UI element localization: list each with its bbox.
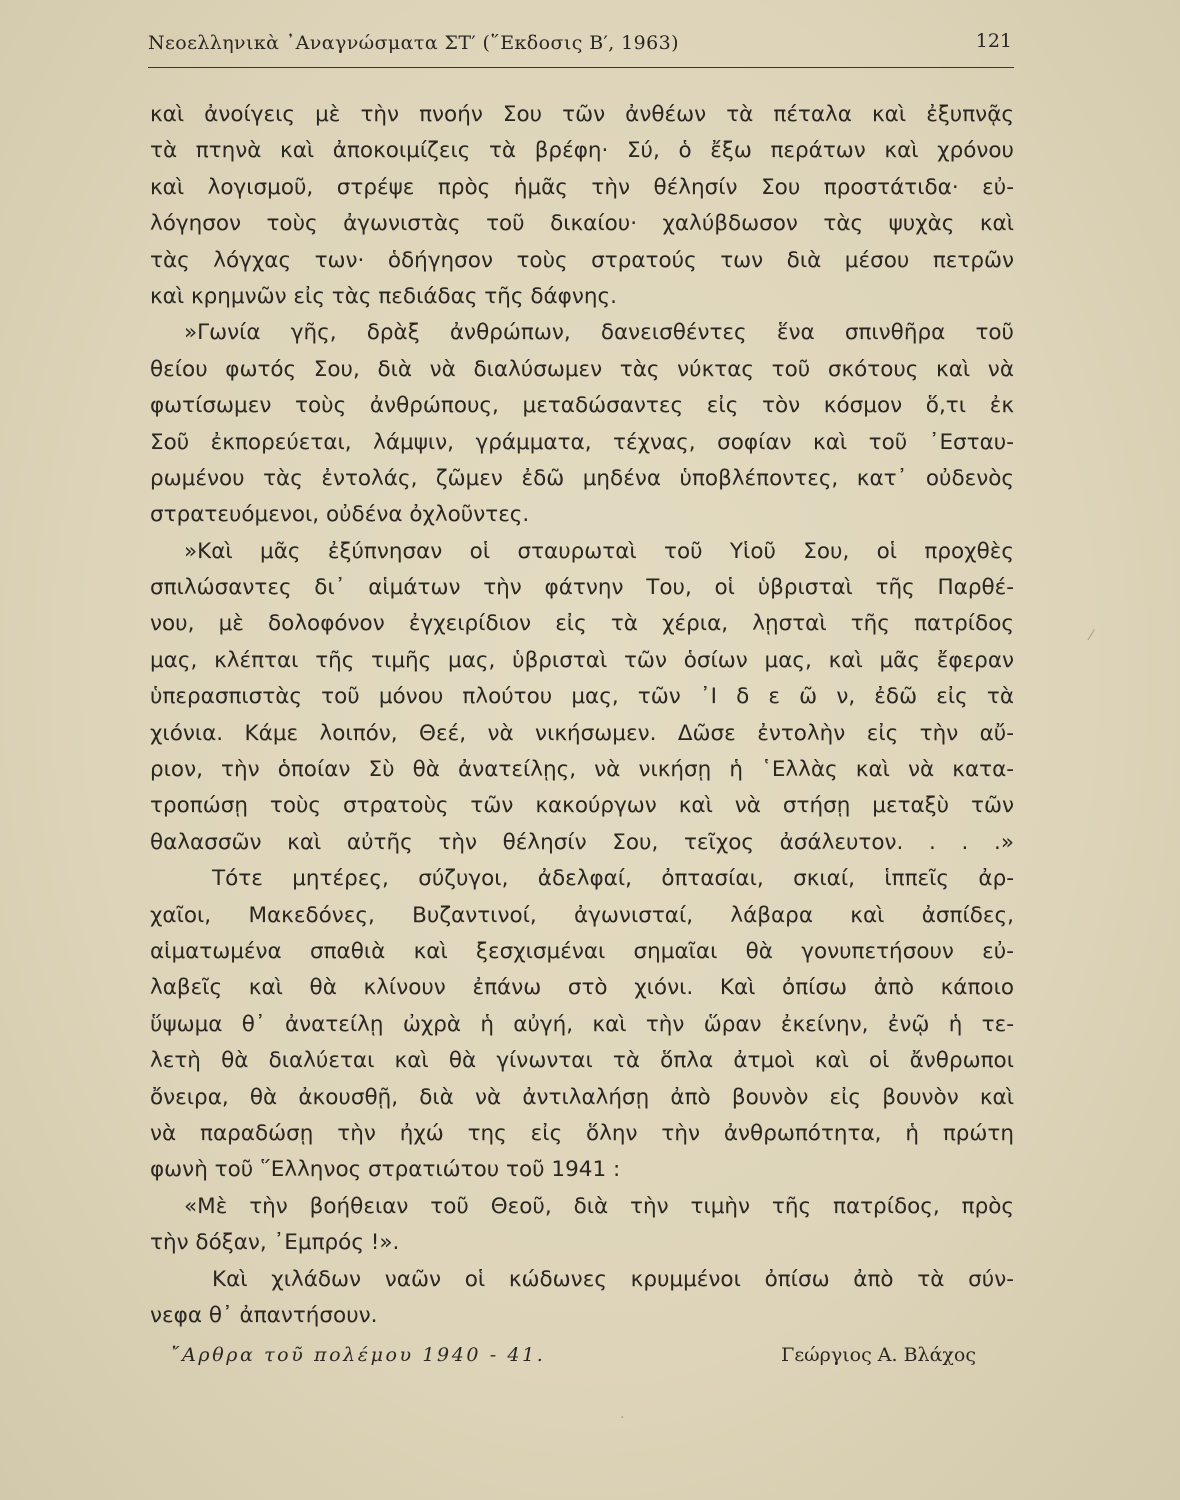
text-line: φωνὴ τοῦ ῞Ελληνος στρατιώτου τοῦ 1941 : [150, 1157, 621, 1183]
text-line: λετὴ θὰ διαλύεται καὶ θὰ γίνωνται τὰ ὅπλα ἀτμοὶ καὶ οἱ ἄνθρωποι [150, 1048, 1014, 1074]
header-title: Νεοελληνικὰ ᾿Αναγνώσματα ΣΤ′ (῞Εκδοσις Β′, 1963) [148, 32, 679, 54]
text-line: «Μὲ τὴν βοήθειαν τοῦ Θεοῦ, διὰ τὴν τιμὴν τῆς πατρίδος, πρὸς [184, 1193, 1014, 1219]
text-line: τὰ πτηνὰ καὶ ἀποκοιμίζεις τὰ βρέφη· Σύ, ὁ ἔξω περάτων καὶ χρόνου [150, 138, 1014, 164]
text-line: ριον, τὴν ὁποίαν Σὺ θὰ ἀνατείλῃς, νὰ νικήσῃ ἡ ῾Ελλὰς καὶ νὰ κατα- [150, 757, 1014, 783]
margin-mark: ⁄ [1090, 628, 1093, 644]
text-line: λόγησον τοὺς ἀγωνιστὰς τοῦ δικαίου· χαλύβδωσον τὰς ψυχὰς καὶ [150, 211, 1014, 237]
text-line: χαῖοι, Μακεδόνες, Βυζαντινοί, ἀγωνισταί, λάβαρα καὶ ἀσπίδες, [150, 902, 1014, 928]
text-line: θείου φωτός Σου, διὰ νὰ διαλύσωμεν τὰς νύκτας τοῦ σκότους καὶ νὰ [150, 356, 1014, 382]
header-rule [148, 67, 1014, 68]
article-body [150, 97, 1014, 1334]
text-line: ὕψωμα θ᾿ ἀνατείλῃ ὠχρὰ ἡ αὐγή, καὶ τὴν ὥραν ἐκείνην, ἐνῷ ἡ τε- [150, 1011, 1014, 1037]
page-number: 121 [975, 30, 1012, 52]
text-line: χιόνια. Κάμε λοιπόν, Θεέ, νὰ νικήσωμεν. Δῶσε ἐντολὴν εἰς τὴν αὔ- [150, 720, 1014, 746]
text-line: »Γωνία γῆς, δρὰξ ἀνθρώπων, δανεισθέντες ἕνα σπινθῆρα τοῦ [184, 320, 1014, 346]
text-line: στρατευόμενοι, οὐδένα ὀχλοῦντες. [150, 502, 530, 528]
text-line: ὑπερασπιστὰς τοῦ μόνου πλούτου μας, τῶν ᾿Ι δ ε ῶ ν, ἐδῶ εἰς τὰ [150, 684, 1014, 710]
text-line: Τότε μητέρες, σύζυγοι, ἀδελφαί, ὀπτασίαι, σκιαί, ἱππεῖς ἀρ- [212, 866, 1014, 892]
text-line: θαλασσῶν καὶ αὐτῆς τὴν θέλησίν Σου, τεῖχος ἀσάλευτον. . . .» [150, 829, 1014, 855]
text-line: νεφα θ᾿ ἀπαντήσουν. [150, 1302, 378, 1328]
text-line: μας, κλέπται τῆς τιμῆς μας, ὑβρισταὶ τῶν ὁσίων μας, καὶ μᾶς ἔφεραν [150, 647, 1014, 673]
article-footer [150, 1344, 1014, 1380]
text-line: »Καὶ μᾶς ἐξύπνησαν οἱ σταυρωταὶ τοῦ Υἱοῦ Σου, οἱ προχθὲς [184, 538, 1014, 564]
text-line: λαβεῖς καὶ θὰ κλίνουν ἐπάνω στὸ χιόνι. Καὶ ὀπίσω ἀπὸ κάποιο [150, 975, 1014, 1001]
running-header [148, 32, 1014, 66]
text-line: ὄνειρα, θὰ ἀκουσθῇ, διὰ νὰ ἀντιλαλήσῃ ἀπὸ βουνὸν εἰς βουνὸν καὶ [150, 1084, 1014, 1110]
margin-mark: · [620, 1410, 625, 1426]
text-line: νου, μὲ δολοφόνον ἐγχειρίδιον εἰς τὰ χέρια, λῃσταὶ τῆς πατρίδος [150, 611, 1014, 637]
author-name: Γεώργιος Α. Βλάχος [781, 1344, 976, 1366]
text-line: τὴν δόξαν, ᾿Εμπρός !». [150, 1230, 400, 1256]
text-line: αἱματωμένα σπαθιὰ καὶ ξεσχισμέναι σημαῖαι θὰ γονυπετήσουν εὐ- [150, 938, 1014, 964]
text-line: σπιλώσαντες δι᾿ αἱμάτων τὴν φάτνην Του, οἱ ὑβρισταὶ τῆς Παρθέ- [150, 575, 1014, 601]
text-line: Σοῦ ἐκπορεύεται, λάμψιν, γράμματα, τέχνας, σοφίαν καὶ τοῦ ᾿Εσταυ- [150, 429, 1014, 455]
text-line: τὰς λόγχας των· ὁδήγησον τοὺς στρατούς των διὰ μέσου πετρῶν [150, 247, 1014, 273]
text-line: φωτίσωμεν τοὺς ἀνθρώπους, μεταδώσαντες εἰς τὸν κόσμον ὅ,τι ἐκ [150, 393, 1014, 419]
text-line: καὶ ἀνοίγεις μὲ τὴν πνοήν Σου τῶν ἀνθέων τὰ πέταλα καὶ ἐξυπνᾷς [150, 102, 1014, 127]
text-line: Καὶ χιλάδων ναῶν οἱ κώδωνες κρυμμένοι ὀπίσω ἀπὸ τὰ σύν- [212, 1266, 1014, 1292]
text-line: καὶ κρημνῶν εἰς τὰς πεδιάδας τῆς δάφνης. [150, 283, 617, 309]
source-citation: ῎Αρθρα τοῦ πολέμου 1940 - 41. [170, 1344, 546, 1366]
text-line: νὰ παραδώσῃ τὴν ἠχώ της εἰς ὅλην τὴν ἀνθρωπότητα, ἡ πρώτη [150, 1120, 1014, 1146]
text-line: ρωμένου τὰς ἐντολάς, ζῶμεν ἐδῶ μηδένα ὑποβλέποντες, κατ᾿ οὐδενὸς [150, 465, 1014, 491]
text-line: καὶ λογισμοῦ, στρέψε πρὸς ἡμᾶς τὴν θέλησίν Σου προστάτιδα· εὐ- [150, 174, 1014, 200]
text-line: τροπώσῃ τοὺς στρατοὺς τῶν κακούργων καὶ νὰ στήσῃ μεταξὺ τῶν [150, 793, 1014, 819]
